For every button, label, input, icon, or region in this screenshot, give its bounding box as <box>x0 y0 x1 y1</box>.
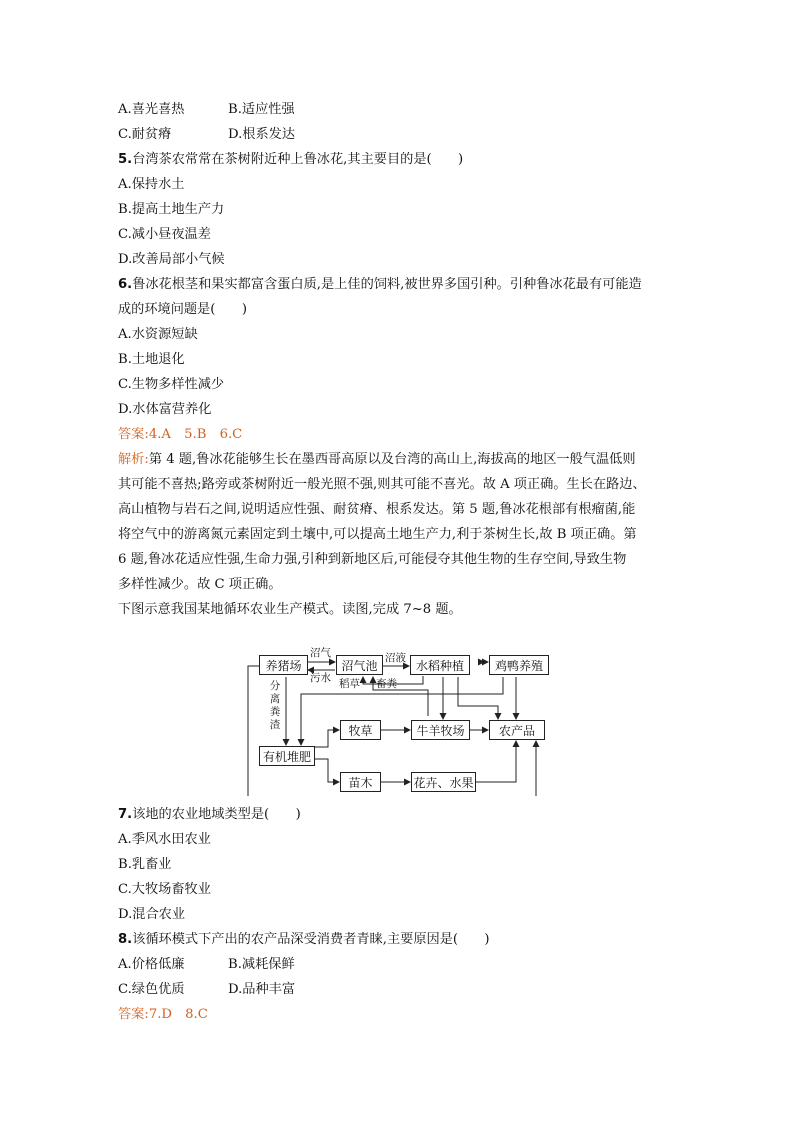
diagram-intro: 下图示意我国某地循环农业生产模式。读图,完成 7~8 题。 <box>118 602 462 617</box>
answer-label: 答案: <box>118 427 149 442</box>
node-flowers-fruit: 花卉、水果 <box>411 772 476 792</box>
q7-number: 7. <box>118 807 133 822</box>
explanation-label: 解析: <box>118 452 149 467</box>
q5-option-c: C.减小昼夜温差 <box>118 227 211 242</box>
q6-option-d: D.水体富营养化 <box>118 402 212 417</box>
node-rice-planting: 水稻种植 <box>410 655 470 675</box>
label-separated-4: 渣 <box>269 719 281 731</box>
explanation-line-4: 将空气中的游离氮元素固定到土壤中,可以提高土地生产力,利于茶树生长,故 B 项正确。第 <box>118 527 637 542</box>
explanation-line-1 <box>118 447 688 472</box>
node-poultry-farming: 鸡鸭养殖 <box>489 655 549 675</box>
q6-text-1: 鲁冰花根茎和果实都富含蛋白质,是上佳的饲料,被世界多国引种。引种鲁冰花最有可能造 <box>132 277 642 292</box>
q6-stem-line2: 成的环境问题是( ) <box>118 302 247 317</box>
q6-stem-line1 <box>118 272 688 297</box>
explanation-text-1: 第 4 题,鲁冰花能够生长在墨西哥高原以及台湾的高山上,海拔高的地区一般气温低则 <box>148 452 636 467</box>
answer-7-8 <box>118 1002 688 1027</box>
circular-agriculture-diagram <box>118 626 688 796</box>
q4-options-row2 <box>118 122 688 147</box>
answer-text: 4.A 5.B 6.C <box>148 427 243 442</box>
q7-option-a: A.季风水田农业 <box>118 832 211 847</box>
q7-stem <box>118 802 688 827</box>
q4-option-b: B.适应性强 <box>228 102 295 117</box>
q7-option-b: B.乳畜业 <box>118 857 172 872</box>
node-seedlings: 苗木 <box>340 772 381 792</box>
document-page <box>118 97 688 1027</box>
explanation-line-5: 6 题,鲁冰花适应性强,生命力强,引种到新地区后,可能侵夺其他生物的生存空间,导致生物 <box>118 552 627 567</box>
q8-options-row2 <box>118 977 688 1002</box>
q7-option-d: D.混合农业 <box>118 907 186 922</box>
label-separated-1: 分 <box>269 680 281 692</box>
label-separated-3: 粪 <box>269 706 281 718</box>
q5-stem <box>118 147 688 172</box>
q5-text: 台湾茶农常常在茶树附近种上鲁冰花,其主要目的是( ) <box>132 152 464 167</box>
q4-option-a: A.喜光喜热 <box>118 102 185 117</box>
q7-option-c: C.大牧场畜牧业 <box>118 882 211 897</box>
node-pig-farm: 养猪场 <box>259 655 308 675</box>
node-pasture: 牧草 <box>340 720 381 740</box>
q4-option-c: C.耐贫瘠 <box>118 127 172 142</box>
q4-options-row1 <box>118 97 688 122</box>
q8-option-a: A.价格低廉 <box>118 957 185 972</box>
q8-text: 该循环模式下产出的农产品深受消费者青睐,主要原因是( ) <box>132 932 490 947</box>
q5-number: 5. <box>118 152 133 167</box>
answer2-label: 答案: <box>118 1007 149 1022</box>
explanation-line-3: 高山植物与岩石之间,说明适应性强、耐贫瘠、根系发达。第 5 题,鲁冰花根部有根瘤菌,能 <box>118 502 636 517</box>
label-separated-2: 离 <box>269 693 281 705</box>
q4-option-d: D.根系发达 <box>228 127 296 142</box>
answer-4-6 <box>118 422 688 447</box>
q8-options-row1 <box>118 952 688 977</box>
label-manure: 畜粪 <box>376 678 397 690</box>
label-sewage: 污水 <box>310 672 331 684</box>
q6-option-a: A.水资源短缺 <box>118 327 198 342</box>
answer2-text: 7.D 8.C <box>148 1007 208 1022</box>
q5-option-d: D.改善局部小气候 <box>118 252 225 267</box>
explanation-line-6: 多样性减少。故 C 项正确。 <box>118 577 282 592</box>
node-organic-compost: 有机堆肥 <box>259 746 315 766</box>
label-slurry: 沼液 <box>385 652 406 664</box>
q6-option-b: B.土地退化 <box>118 352 185 367</box>
label-biogas: 沼气 <box>310 647 331 659</box>
q6-number: 6. <box>118 277 133 292</box>
q5-option-b: B.提高土地生产力 <box>118 202 225 217</box>
q8-option-b: B.减耗保鲜 <box>228 957 295 972</box>
explanation-line-2: 其可能不喜热;路旁或茶树附近一般光照不强,则其可能不喜光。故 A 项正确。生长在路边、 <box>118 477 646 492</box>
q5-option-a: A.保持水土 <box>118 177 185 192</box>
node-cattle-ranch: 牛羊牧场 <box>411 720 470 740</box>
q6-option-c: C.生物多样性减少 <box>118 377 225 392</box>
q8-option-c: C.绿色优质 <box>118 982 185 997</box>
node-biogas-pit: 沼气池 <box>336 655 383 675</box>
node-farm-products: 农产品 <box>489 720 545 740</box>
label-straw: 稻草 <box>339 678 360 690</box>
q8-number: 8. <box>118 932 133 947</box>
q8-option-d: D.品种丰富 <box>228 982 296 997</box>
q7-text: 该地的农业地域类型是( ) <box>132 807 301 822</box>
q8-stem <box>118 927 688 952</box>
